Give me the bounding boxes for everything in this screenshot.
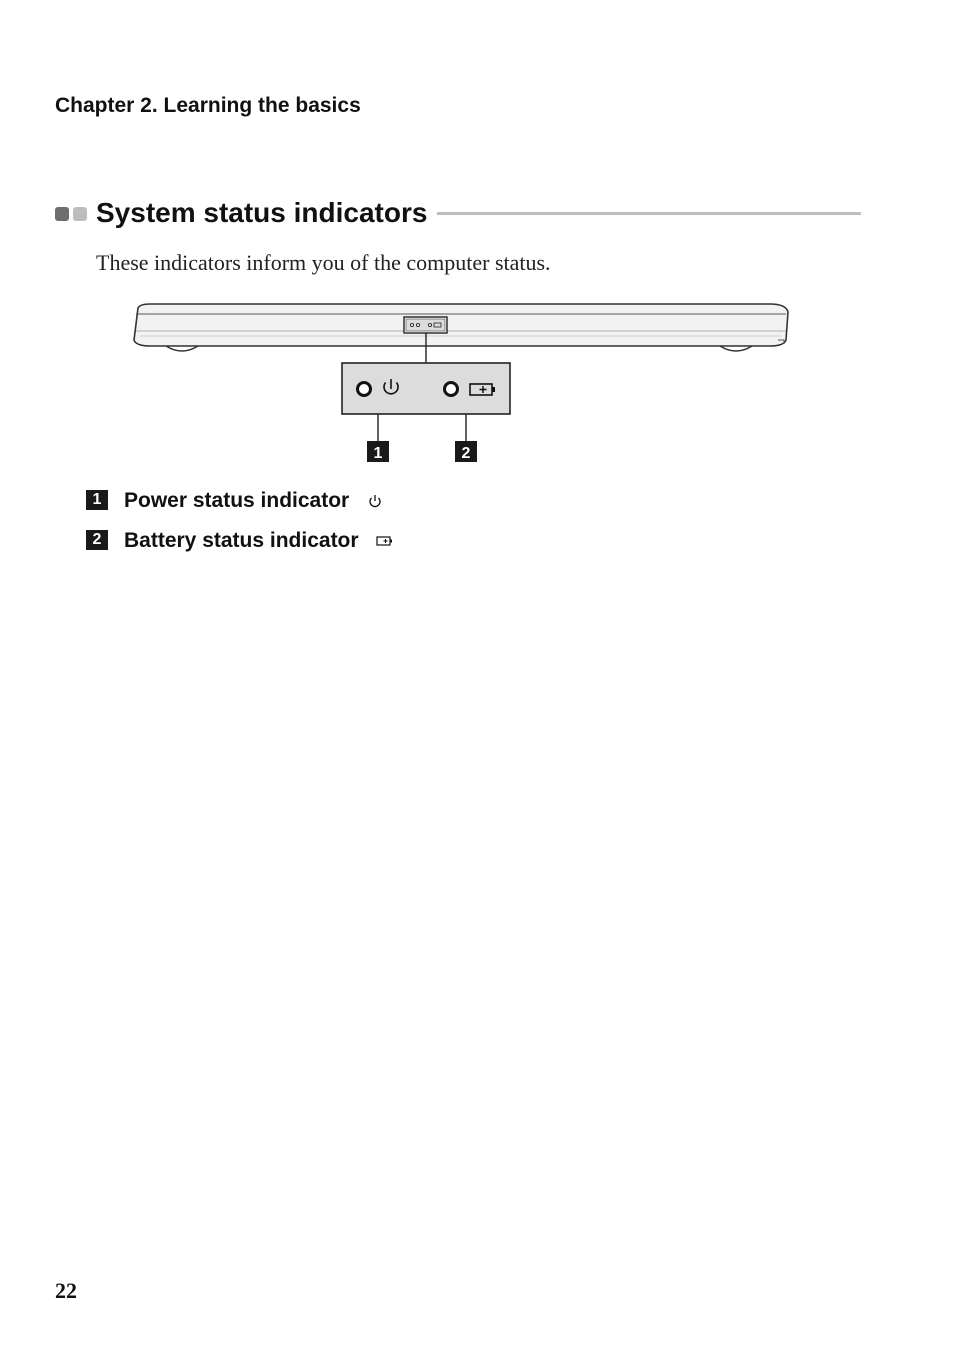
- legend-label-power: Power status indicator: [124, 489, 350, 512]
- svg-text:1: 1: [373, 445, 383, 462]
- magnified-indicator-panel: [342, 363, 510, 414]
- svg-text:2: 2: [461, 445, 471, 462]
- laptop-body: [134, 304, 788, 351]
- legend-label-battery: Battery status indicator: [124, 529, 359, 552]
- legend-badge-1: 1: [86, 490, 108, 510]
- section-title: System status indicators: [96, 197, 428, 228]
- battery-led-icon: [445, 383, 458, 396]
- power-icon: [367, 493, 383, 509]
- power-led-icon: [358, 383, 371, 396]
- intro-paragraph: These indicators inform you of the computer status.: [96, 250, 551, 275]
- callout-badge-2: [455, 441, 477, 462]
- legend-badge-2: 2: [86, 530, 108, 550]
- callout-badge-1: [367, 441, 389, 462]
- chapter-header: Chapter 2. Learning the basics: [55, 94, 361, 117]
- indicator-window: [404, 317, 447, 333]
- indicator-figure: [130, 300, 792, 470]
- heading-squares-icon: [55, 207, 91, 221]
- section-heading: [55, 196, 861, 232]
- battery-icon: [376, 535, 394, 547]
- heading-divider: [437, 212, 861, 215]
- page-number: 22: [55, 1278, 77, 1303]
- laptop-front-illustration: [130, 300, 792, 470]
